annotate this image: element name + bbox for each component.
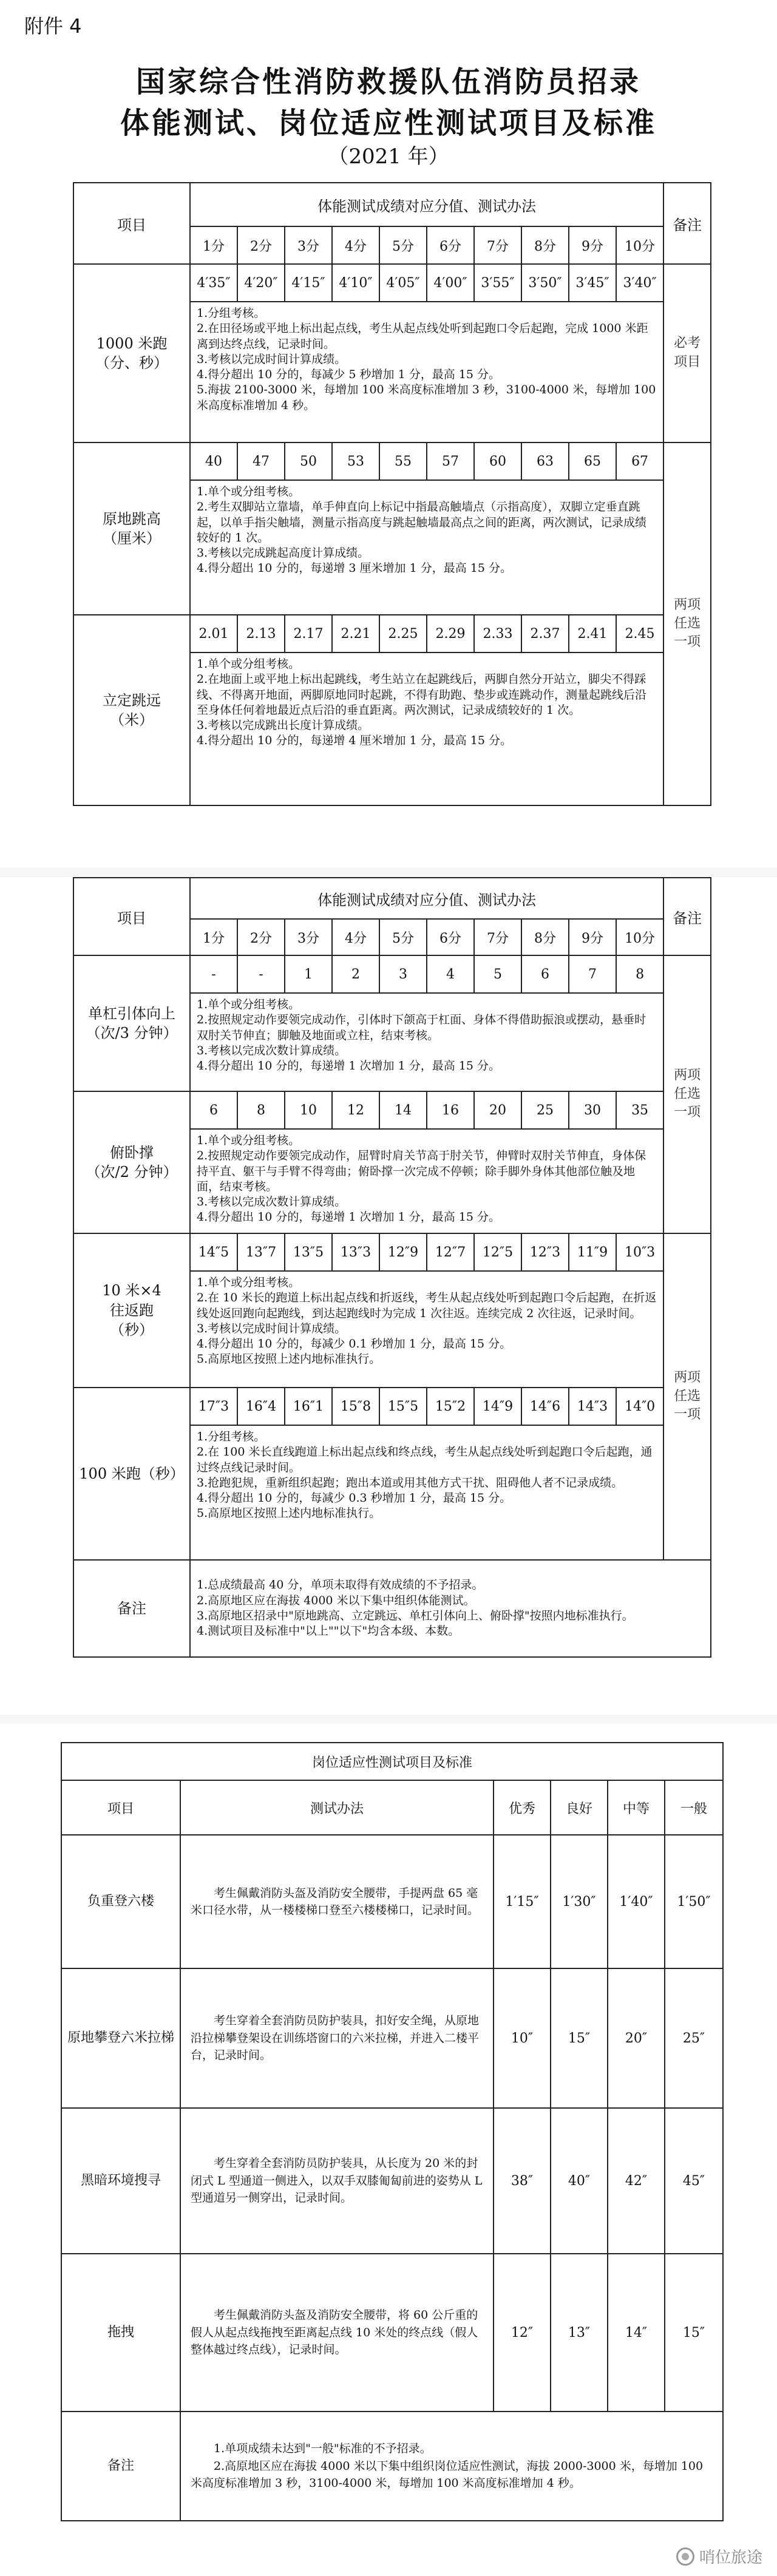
table-cell: 60: [474, 442, 521, 480]
desc-line: 4.得分超出 10 分的，每减少 0.3 秒增加 1 分，最高 15 分。: [197, 1491, 512, 1505]
desc-line: 2.在 100 米长直线跑道上标出起点线和终点线，考生从起点线处听到起跑口令后起跑，通过终点线记录时间。: [197, 1445, 653, 1474]
table-cell: 2: [332, 955, 379, 993]
table-cell: 35: [616, 1091, 663, 1129]
table-cell: 2.25: [379, 615, 427, 652]
desc-line: 1.分组考核。: [197, 307, 266, 320]
desc-line: 2.按照规定动作要领完成动作，引体时下颌高于杠面、身体不得借助振浪或摆动，悬垂时双肘关节伸直；脚触及地面或立柱，结束考核。: [197, 1013, 646, 1042]
table-cell: 50: [285, 442, 332, 480]
job-test-name: 黑暗环境搜寻: [61, 2108, 180, 2254]
desc-line: 2.在田径场或平地上标出起点线，考生从起点线处听到起跑口令后起跑，完成 1000 米距离到达终点线，记录时间。: [197, 322, 648, 351]
desc-line: 4.得分超出 10 分的，每减少 5 秒增加 1 分，最高 15 分。: [197, 368, 500, 382]
physical-test-table-1: [73, 182, 711, 806]
col-item-header: 项目: [61, 1780, 180, 1835]
table-cell: 40″: [551, 2108, 608, 2254]
remark-desc: [190, 1560, 711, 1657]
run1000-name: 1000 米跑 （分、秒）: [73, 264, 190, 442]
desc-line: 4.测试项目及标准中"以上""以下"均含本级、本数。: [197, 1624, 460, 1638]
desc-line: 3.考核以完成时间计算成绩。: [197, 1321, 347, 1335]
table-cell: 13″: [551, 2254, 608, 2412]
desc-line: 3.考核以完成跳起高度计算成绩。: [197, 546, 370, 560]
table-cell: 38″: [494, 2108, 551, 2254]
score-label: 2分: [237, 919, 285, 955]
run1000-desc: [190, 302, 663, 442]
desc-line: 1.分组考核。: [197, 1430, 266, 1443]
table-cell: 10″: [494, 1968, 551, 2108]
col-good-header: 良好: [551, 1780, 608, 1835]
pullup-desc: [190, 993, 663, 1091]
job-adaptability-table: [61, 1742, 724, 2521]
table-cell: 2.37: [521, 615, 569, 652]
table-cell: 3′55″: [474, 264, 521, 302]
table-cell: 15″2: [427, 1388, 474, 1425]
table-cell: 4′05″: [379, 264, 427, 302]
score-label: 3分: [285, 226, 332, 264]
watermark: [676, 2545, 762, 2568]
long-jump-desc: [190, 652, 663, 805]
run1000-values-row: [73, 264, 711, 302]
doc-title-line-2: 体能测试、岗位适应性测试项目及标准: [120, 106, 657, 140]
col-note-header: 备注: [663, 183, 711, 264]
desc-line: 2.在地面上或平地上标出起跳线，考生站立在起跳线后，两脚自然分开站立，脚尖不得踩线、不得离开地面，两脚原地同时起跳，不得有助跑、垫步或连跳动作，测量起跳线后沿至身体任何着地最近点后沿的垂直距离。两次测试，记录成绩较好的 1 次。: [197, 673, 647, 717]
table-cell: 25″: [665, 1968, 723, 2108]
col-method-header: 测试办法: [180, 1780, 494, 1835]
table3-remark-desc: [180, 2412, 723, 2521]
col-item-header: 项目: [73, 878, 190, 955]
score-label: 2分: [237, 226, 285, 264]
desc-line: 3.考核以完成次数计算成绩。: [197, 1043, 347, 1057]
table-cell: 55: [379, 442, 427, 480]
watermark-text: 哨位旅途: [699, 2549, 762, 2567]
shuttle-values-row: [73, 1233, 711, 1271]
table-cell: 45″: [665, 2108, 723, 2254]
table-cell: 2.29: [427, 615, 474, 652]
run100-desc: [190, 1425, 663, 1560]
table-cell: 13″5: [285, 1233, 332, 1271]
table-cell: 10″3: [616, 1233, 663, 1271]
run100-name: 100 米跑（秒）: [73, 1388, 190, 1560]
desc-line: 2.高原地区应在海拔 4000 米以下集中组织岗位适应性测试，海拔 2000-3000 米，每增加 100 米高度标准增加 3 秒，3100-4000 米，每增加 100 米高度标准增加 4 秒。: [191, 2459, 704, 2490]
score-label: 6分: [427, 226, 474, 264]
shuttle-desc: [190, 1271, 663, 1388]
table-cell: 11″9: [569, 1233, 616, 1271]
run100-values-row: [73, 1388, 711, 1425]
table-cell: 15″: [551, 1968, 608, 2108]
desc-line: 4.得分超出 10 分的，每递增 1 次增加 1 分，最高 15 分。: [197, 1059, 500, 1073]
table-cell: 16″1: [285, 1388, 332, 1425]
score-label: 10分: [616, 226, 663, 264]
desc-line: 4.得分超出 10 分的，每减少 0.1 秒增加 1 分，最高 15 分。: [197, 1337, 512, 1351]
table-cell: 57: [427, 442, 474, 480]
table-row: [61, 2254, 723, 2412]
table3-title: 岗位适应性测试项目及标准: [61, 1743, 723, 1780]
desc-line: 1.单项成绩未达到"一般"标准的不予招录。: [214, 2442, 432, 2456]
table-cell: 12″5: [474, 1233, 521, 1271]
desc-line: 2.高原地区应在海拔 4000 米以下集中组织体能测试。: [197, 1593, 475, 1607]
jump-choice-note: 两项 任选 一项: [663, 442, 711, 805]
col-pass-header: 一般: [665, 1780, 723, 1835]
table-cell: 15″8: [332, 1388, 379, 1425]
table-cell: 4′00″: [427, 264, 474, 302]
run1000-note: 必考 项目: [663, 264, 711, 442]
table-cell: 6: [521, 955, 569, 993]
score-label: 7分: [474, 226, 521, 264]
doc-year: （2021 年）: [328, 144, 449, 169]
physical-test-table-2: [73, 877, 711, 1658]
table-cell: 2.45: [616, 615, 663, 652]
desc-line: 4.得分超出 10 分的，每递增 4 厘米增加 1 分，最高 15 分。: [197, 734, 512, 748]
desc-line: 3.抢跑犯规，重新组织起跑；跑出本道或用其他方式干扰、阻碍他人者不记录成绩。: [197, 1476, 623, 1490]
desc-line: 2.在 10 米长的跑道上标出起点线和折返线，考生从起点线处听到起跑口令后起跑，在折返线处返回跑向起跑线，到达起跑线时为完成 1 次往返。连续完成 2 次往返，记录时间。: [197, 1291, 657, 1320]
pushup-values-row: [73, 1091, 711, 1129]
table-cell: 3′40″: [616, 264, 663, 302]
job-test-name: 拖拽: [61, 2254, 180, 2412]
jump-high-desc: [190, 480, 663, 615]
table-cell: 17″3: [190, 1388, 237, 1425]
table-cell: 12″: [494, 2254, 551, 2412]
score-label: 4分: [332, 226, 379, 264]
desc-line: 1.单个或分组考核。: [197, 1276, 300, 1289]
pullup-name: 单杠引体向上 （次/3 分钟）: [73, 955, 190, 1091]
table-cell: 13″7: [237, 1233, 285, 1271]
desc-line: 1.单个或分组考核。: [197, 998, 300, 1011]
table-cell: 14″6: [521, 1388, 569, 1425]
pullup-values-row: [73, 955, 711, 993]
table-cell: 4′15″: [285, 264, 332, 302]
long-jump-name: 立定跳远 （米）: [73, 615, 190, 805]
table-cell: 8: [237, 1091, 285, 1129]
table3-header-row: [61, 1780, 723, 1835]
table-cell: 67: [616, 442, 663, 480]
table-cell: 1′40″: [608, 1835, 665, 1968]
table-cell: 25: [521, 1091, 569, 1129]
pushup-name: 俯卧撑 （次/2 分钟）: [73, 1091, 190, 1233]
speed-choice-note: 两项 任选 一项: [663, 1233, 711, 1560]
col-note-header: 备注: [663, 878, 711, 955]
score-label: 7分: [474, 919, 521, 955]
table-cell: 14″5: [190, 1233, 237, 1271]
table-cell: 14″3: [569, 1388, 616, 1425]
desc-line: 2.按照规定动作要领完成动作，屈臂时肩关节高于肘关节，伸臂时双肘关节伸直，身体保持平直、躯干与手臂不得弯曲；俯卧撑一次完成不停顿；除手脚外身体其他部位触及地面，结束考核。: [197, 1149, 646, 1193]
table-cell: 40: [190, 442, 237, 480]
table-cell: 4′10″: [332, 264, 379, 302]
remark-name: 备注: [73, 1560, 190, 1657]
table-cell: 2.13: [237, 615, 285, 652]
table3-remark-name: 备注: [61, 2412, 180, 2521]
desc-line: 1.总成绩最高 40 分，单项未取得有效成绩的不予招录。: [197, 1578, 484, 1592]
col-medium-header: 中等: [608, 1780, 665, 1835]
table-cell: 16″4: [237, 1388, 285, 1425]
table-cell: 2.17: [285, 615, 332, 652]
table-cell: 2.41: [569, 615, 616, 652]
annex-label: 附件 4: [24, 15, 82, 38]
table-cell: 20: [474, 1091, 521, 1129]
score-label: 8分: [521, 226, 569, 264]
table-cell: 42″: [608, 2108, 665, 2254]
score-label: 3分: [285, 919, 332, 955]
table-cell: 3′50″: [521, 264, 569, 302]
table-cell: 14″9: [474, 1388, 521, 1425]
table-cell: 12″3: [521, 1233, 569, 1271]
score-label: 4分: [332, 919, 379, 955]
score-header: 体能测试成绩对应分值、测试办法: [190, 878, 663, 919]
job-test-desc: 考生佩戴消防头盔及消防安全腰带，手提两盘 65 毫米口径水带，从一楼楼梯口登至六楼楼梯口，记录时间。: [180, 1835, 494, 1968]
table-cell: 1′30″: [551, 1835, 608, 1968]
table-cell: 2.21: [332, 615, 379, 652]
table-cell: 3′45″: [569, 264, 616, 302]
score-label: 10分: [616, 919, 663, 955]
desc-line: 1.单个或分组考核。: [197, 485, 300, 498]
table-cell: 13″3: [332, 1233, 379, 1271]
page-sheet-1: [0, 0, 777, 868]
col-excellent-header: 优秀: [494, 1780, 551, 1835]
job-test-name: 原地攀登六米拉梯: [61, 1968, 180, 2108]
table-cell: -: [190, 955, 237, 993]
jump-high-values-row: [73, 442, 711, 480]
col-item-header: 项目: [73, 183, 190, 264]
table-cell: 10: [285, 1091, 332, 1129]
table-cell: 4′35″: [190, 264, 237, 302]
table-row: [61, 2108, 723, 2254]
table-cell: 63: [521, 442, 569, 480]
score-label: 5分: [379, 226, 427, 264]
table-cell: 3: [379, 955, 427, 993]
table-cell: 14″0: [616, 1388, 663, 1425]
table-cell: 53: [332, 442, 379, 480]
desc-line: 5.高原地区按照上述内地标准执行。: [197, 1507, 381, 1520]
score-label: 1分: [190, 226, 237, 264]
table-cell: 7: [569, 955, 616, 993]
table-row: [61, 1835, 723, 1968]
table-cell: 12″9: [379, 1233, 427, 1271]
desc-line: 2.考生双脚站立靠墙，单手伸直向上标记中指最高触墙点（示指高度），双脚立定垂直跳起，以单手指尖触墙，测量示指高度与跳起触墙最高点之间的距离，两次测试，记录成绩较好的 1 次。: [197, 500, 647, 544]
wechat-logo-icon: [676, 2547, 694, 2566]
job-test-desc: 考生穿着全套消防员防护装具，扣好安全绳，从原地沿拉梯攀登架设在训练塔窗口的六米拉梯，并进入二楼平台，记录时间。: [180, 1968, 494, 2108]
desc-line: 4.得分超出 10 分的，每递增 1 次增加 1 分，最高 15 分。: [197, 1210, 500, 1224]
long-jump-values-row: [73, 615, 711, 652]
table-cell: 4′20″: [237, 264, 285, 302]
table-cell: 6: [190, 1091, 237, 1129]
table-cell: 4: [427, 955, 474, 993]
table-cell: 30: [569, 1091, 616, 1129]
table-cell: 1′50″: [665, 1835, 723, 1968]
table-cell: 47: [237, 442, 285, 480]
score-label: 9分: [569, 919, 616, 955]
job-test-desc: 考生佩戴消防头盔及消防安全腰带，将 60 公斤重的假人从起点线拖拽至距离起点线 10 米处的终点线（假人整体越过终点线），记录时间。: [180, 2254, 494, 2412]
desc-line: 3.考核以完成次数计算成绩。: [197, 1195, 347, 1209]
table-cell: 2.33: [474, 615, 521, 652]
table-cell: 12″7: [427, 1233, 474, 1271]
table-cell: 20″: [608, 1968, 665, 2108]
table-cell: 16: [427, 1091, 474, 1129]
jump-high-name: 原地跳高 （厘米）: [73, 442, 190, 615]
page-sheet-3: [0, 1724, 777, 2576]
table-cell: 1′15″: [494, 1835, 551, 1968]
table-cell: -: [237, 955, 285, 993]
desc-line: 1.单个或分组考核。: [197, 1134, 300, 1147]
table-cell: 5: [474, 955, 521, 993]
score-label: 8分: [521, 919, 569, 955]
table-cell: 12: [332, 1091, 379, 1129]
table-cell: 8: [616, 955, 663, 993]
score-label: 1分: [190, 919, 237, 955]
table-cell: 14: [379, 1091, 427, 1129]
pushup-desc: [190, 1129, 663, 1233]
table-cell: 15″5: [379, 1388, 427, 1425]
desc-line: 3.高原地区招录中"原地跳高、立定跳远、单杠引体向上、俯卧撑"按照内地标准执行。: [197, 1609, 634, 1622]
score-label: 5分: [379, 919, 427, 955]
desc-line: 4.得分超出 10 分的，每递增 3 厘米增加 1 分，最高 15 分。: [197, 561, 512, 575]
page-sheet-2: [0, 877, 777, 1715]
doc-title-line-1: 国家综合性消防救援队伍消防员招录: [135, 65, 641, 99]
shuttle-name: 10 米×4 往返跑 （秒）: [73, 1233, 190, 1388]
score-label: 9分: [569, 226, 616, 264]
job-test-desc: 考生穿着全套消防员防护装具，从长度为 20 米的封闭式 L 型通道一侧进入，以双手双膝匍匐前进的姿势从 L 型通道另一侧穿出，记录时间。: [180, 2108, 494, 2254]
strength-choice-note: 两项 任选 一项: [663, 955, 711, 1233]
score-label: 6分: [427, 919, 474, 955]
desc-line: 3.考核以完成时间计算成绩。: [197, 352, 347, 366]
table-cell: 14″: [608, 2254, 665, 2412]
desc-line: 5.高原地区按照上述内地标准执行。: [197, 1352, 381, 1366]
table-row: [61, 1968, 723, 2108]
desc-line: 1.单个或分组考核。: [197, 657, 300, 671]
table-cell: 65: [569, 442, 616, 480]
desc-line: 5.海拔 2100-3000 米，每增加 100 米高度标准增加 3 秒，3100-4000 米，每增加 100 米高度标准增加 4 秒。: [197, 383, 656, 412]
table-cell: 1: [285, 955, 332, 993]
job-test-name: 负重登六楼: [61, 1835, 180, 1968]
score-header: 体能测试成绩对应分值、测试办法: [190, 183, 663, 226]
table-cell: 2.01: [190, 615, 237, 652]
desc-line: 3.考核以完成跳出长度计算成绩。: [197, 719, 370, 733]
table-cell: 15″: [665, 2254, 723, 2412]
